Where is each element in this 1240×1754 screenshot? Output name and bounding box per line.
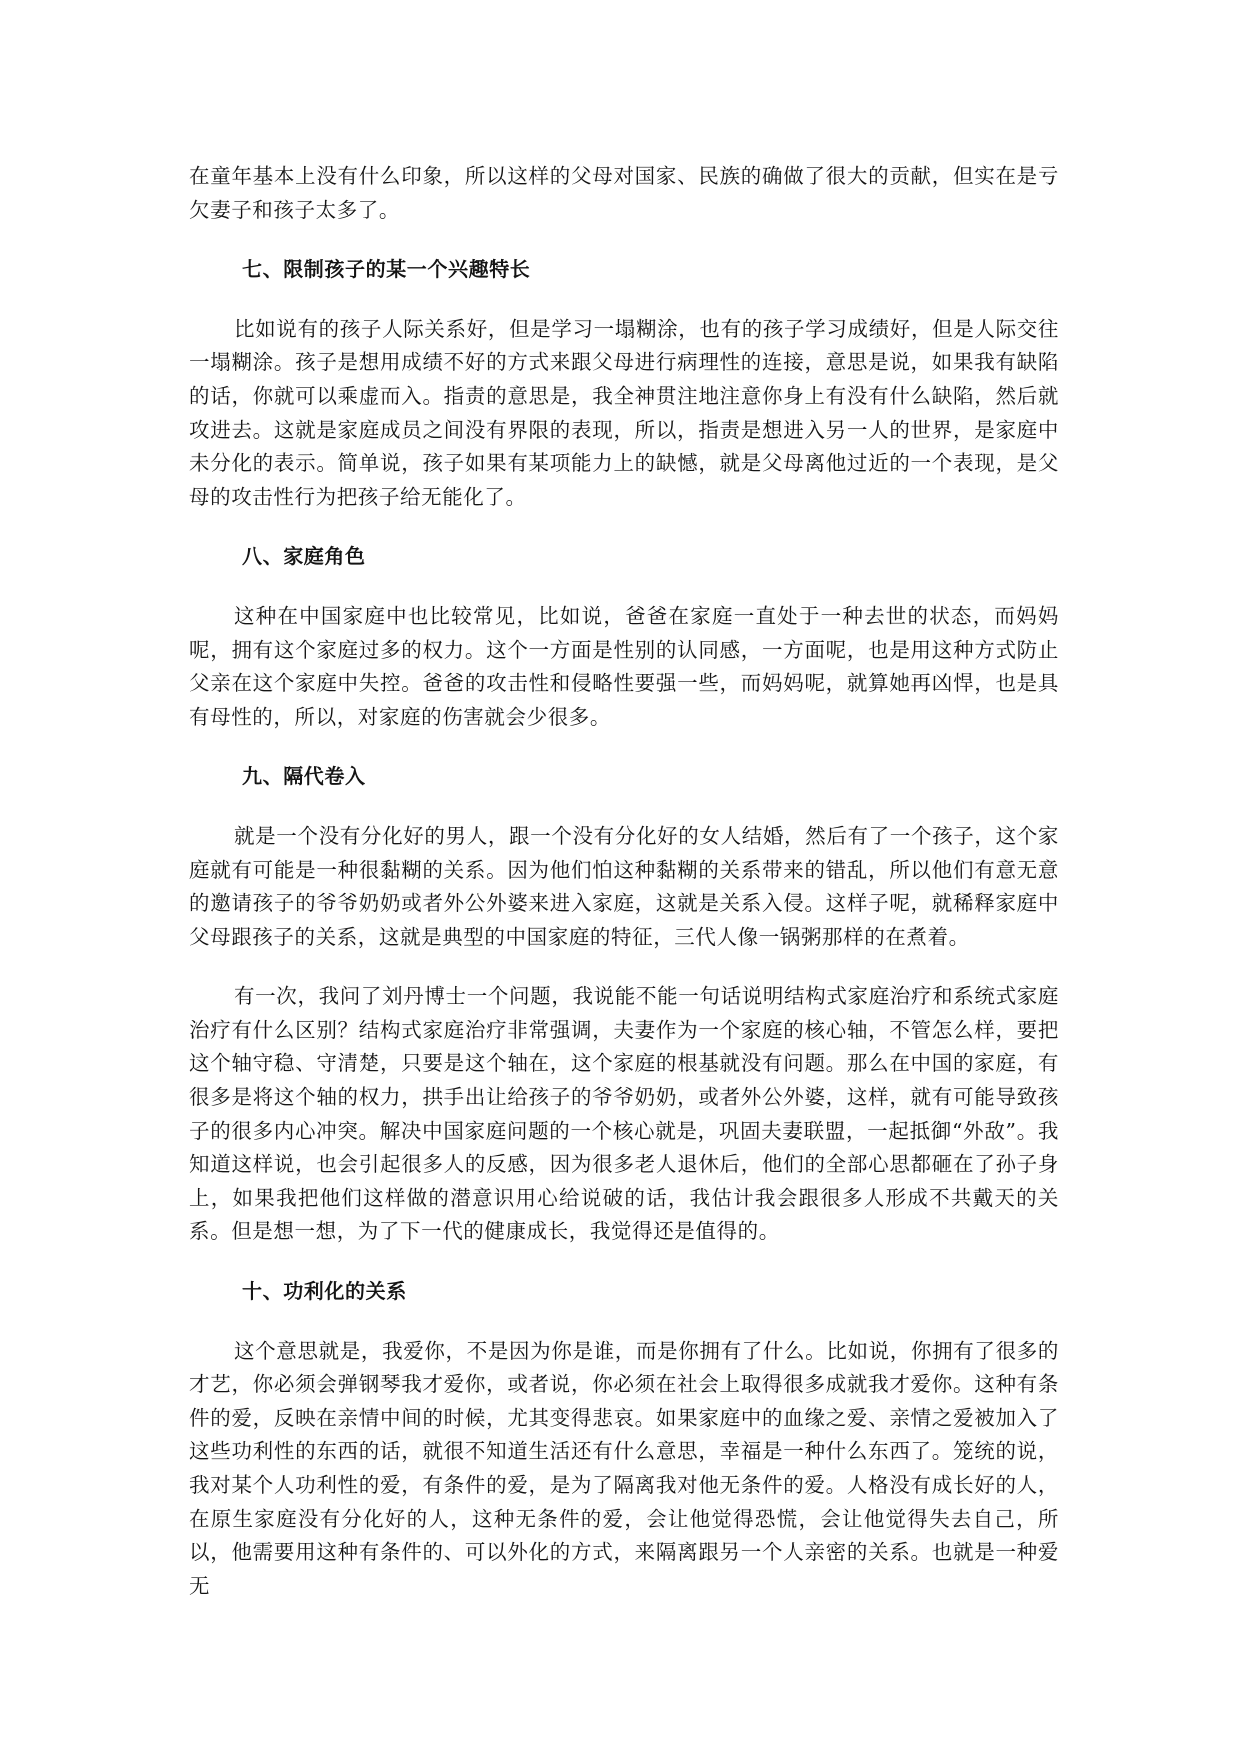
spacer bbox=[189, 954, 1059, 980]
spacer bbox=[189, 574, 1059, 600]
spacer bbox=[189, 227, 1059, 253]
paragraph-section-7: 比如说有的孩子人际关系好，但是学习一塌糊涂，也有的孩子学习成绩好，但是人际交往一塌糊涂。孩子是想用成绩不好的方式来跟父母进行病理性的连接，意思是说，如果我有缺陷的话，你就可以乘虚而入。指责的意思是，我全神贯注地注意你身上有没有什么缺陷，然后就攻进去。这就是家庭成员之间没有界限的表现，所以，指责是想进入另一人的世界，是家庭中未分化的表示。简单说，孩子如果有某项能力上的缺憾，就是父母离他过近的一个表现，是父母的攻击性行为把孩子给无能化了。 bbox=[189, 316, 1059, 509]
spacer bbox=[189, 514, 1059, 540]
paragraph-continued: 在童年基本上没有什么印象，所以这样的父母对国家、民族的确做了很大的贡献，但实在是亏欠妻子和孩子太多了。 bbox=[189, 164, 1059, 222]
spacer bbox=[189, 1249, 1059, 1275]
section-heading-9: 九、隔代卷入 bbox=[242, 764, 366, 789]
paragraph-section-8: 这种在中国家庭中也比较常见，比如说，爸爸在家庭一直处于一种去世的状态，而妈妈呢，拥有这个家庭过多的权力。这个一方面是性别的认同感，一方面呢，也是用这种方式防止父亲在这个家庭中失控。爸爸的攻击性和侵略性要强一些，而妈妈呢，就算她再凶悍，也是具有母性的，所以，对家庭的伤害就会少很多。 bbox=[189, 603, 1059, 729]
section-heading-7: 七、限制孩子的某一个兴趣特长 bbox=[242, 257, 531, 282]
spacer bbox=[189, 287, 1059, 313]
paragraph-section-9-b: 有一次，我问了刘丹博士一个问题，我说能不能一句话说明结构式家庭治疗和系统式家庭治疗有什么区别？结构式家庭治疗非常强调，夫妻作为一个家庭的核心轴，不管怎么样，要把这个轴守稳、守清楚，只要是这个轴在，这个家庭的根基就没有问题。那么在中国的家庭，有很多是将这个轴的权力，拱手出让给孩子的爷爷奶奶，或者外公外婆，这样，就有可能导致孩子的很多内心冲突。解决中国家庭问题的一个核心就是，巩固夫妻联盟，一起抵御“外敌”。我知道这样说，也会引起很多人的反感，因为很多老人退休后，他们的全部心思都砸在了孙子身上，如果我把他们这样做的潜意识用心给说破的话，我估计我会跟很多人形成不共戴天的关系。但是想一想，为了下一代的健康成长，我觉得还是值得的。 bbox=[189, 984, 1059, 1244]
spacer bbox=[189, 734, 1059, 760]
document-page bbox=[189, 160, 1059, 1603]
paragraph-section-10: 这个意思就是，我爱你，不是因为你是谁，而是你拥有了什么。比如说，你拥有了很多的才艺，你必须会弹钢琴我才爱你，或者说，你必须在社会上取得很多成就我才爱你。这种有条件的爱，反映在亲情中间的时候，尤其变得悲哀。如果家庭中的血缘之爱、亲情之爱被加入了这些功利性的东西的话，就很不知道生活还有什么意思，幸福是一种什么东西了。笼统的说，我对某个人功利性的爱，有条件的爱，是为了隔离我对他无条件的爱。人格没有成长好的人，在原生家庭没有分化好的人，这种无条件的爱，会让他觉得恐慌，会让他觉得失去自己，所以，他需要用这种有条件的、可以外化的方式，来隔离跟另一个人亲密的关系。也就是一种爱无 bbox=[189, 1338, 1059, 1598]
section-heading-8: 八、家庭角色 bbox=[242, 544, 366, 569]
section-heading-10: 十、功利化的关系 bbox=[242, 1279, 407, 1304]
spacer bbox=[189, 794, 1059, 820]
spacer bbox=[189, 1309, 1059, 1335]
paragraph-section-9-a: 就是一个没有分化好的男人，跟一个没有分化好的女人结婚，然后有了一个孩子，这个家庭就有可能是一种很黏糊的关系。因为他们怕这种黏糊的关系带来的错乱，所以他们有意无意的邀请孩子的爷爷奶奶或者外公外婆来进入家庭，这就是关系入侵。这样子呢，就稀释家庭中父母跟孩子的关系，这就是典型的中国家庭的特征，三代人像一锅粥那样的在煮着。 bbox=[189, 823, 1059, 949]
